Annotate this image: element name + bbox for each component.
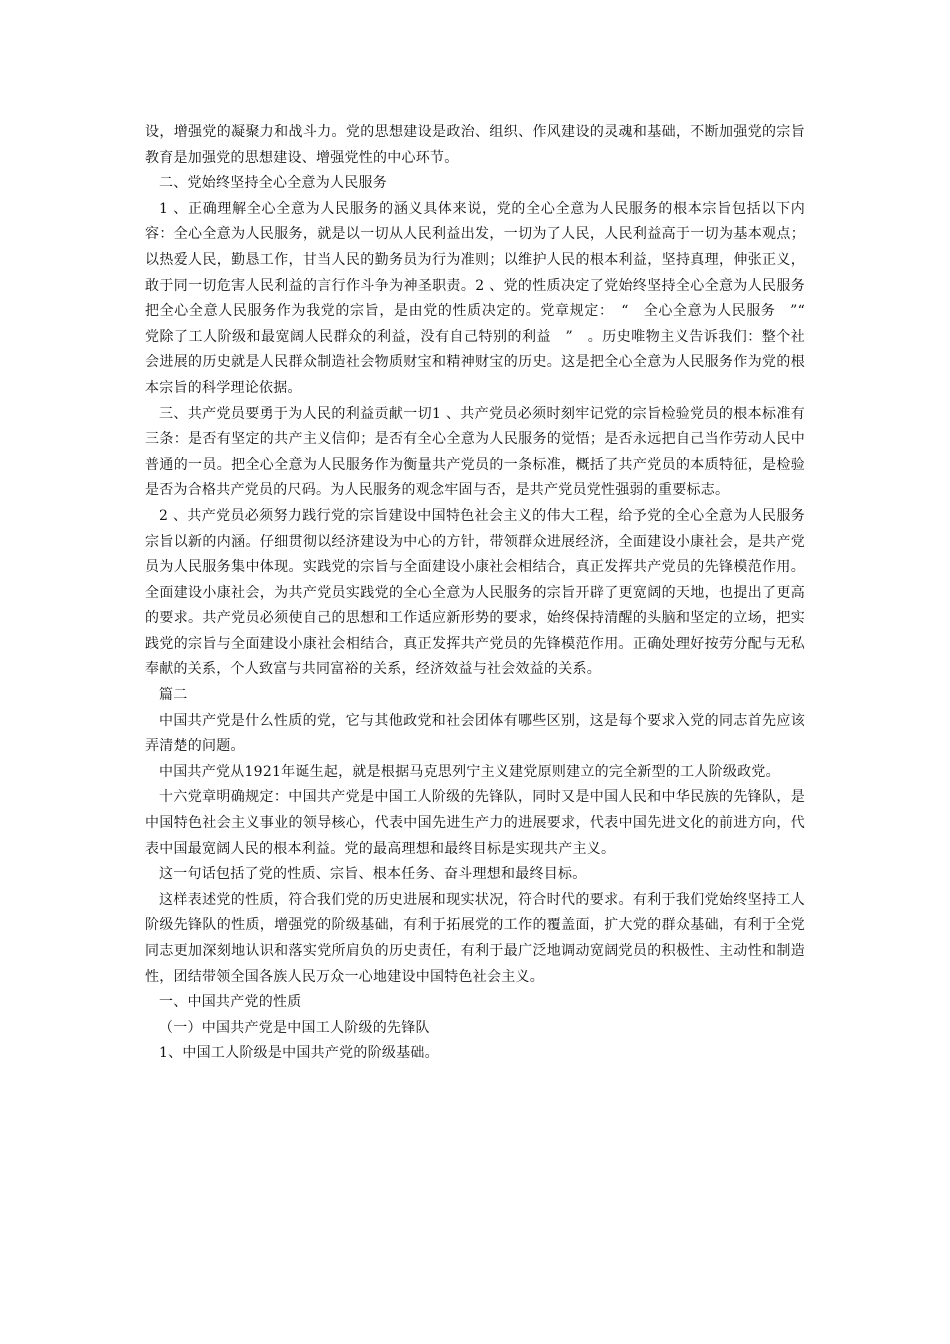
paragraph-constitution: 十六党章明确规定：中国共产党是中国工人阶级的先锋队，同时又是中国人民和中华民族的先锋队，是中国特色社会主义事业的领导核心，代表中国先进生产力的进展要求，代表中国先进文化的前进方向，代表中国最宽阔人民的根本利益。党的最高理想和最终目标是实现共产主义。 — [145, 789, 805, 857]
section-heading-nature: 一、中国共产党的性质 — [159, 994, 302, 1011]
document-page — [145, 120, 820, 1067]
list-item-class-basis: 1、中国工人阶级是中国共产党的阶级基础。 — [159, 1045, 439, 1062]
paragraph-practice-purpose: 2 、共产党员必须努力践行党的宗旨建设中国特色社会主义的伟大工程，给予党的全心全意为人民服务宗旨以新的内涵。仔细贯彻以经济建设为中心的方针，带领群众进展经济，全面建设小康社会，是共产党员为人民服务集中体现。实践党的宗旨与全面建设小康社会相结合，真正发挥共产党员的先锋模范作用。全面建设小康社会，为共产党员实践党的全心全意为人民服务的宗旨开辟了更宽阔的天地，也提出了更高的要求。共产党员必须使自己的思想和工作适应新形势的要求，始终保持清醒的头脑和坚定的立场，把实践党的宗旨与全面建设小康社会相结合，真正发挥共产党员的先锋模范作用。正确处理好按劳分配与无私奉献的关系，个人致富与共同富裕的关系，经济效益与社会效益的关系。 — [145, 507, 805, 678]
paragraph-continuation: 设，增强党的凝聚力和战斗力。党的思想建设是政治、组织、作风建设的灵魂和基础，不断加强党的宗旨教育是加强党的思想建设、增强党性的中心环节。 — [145, 124, 805, 166]
paragraph-party-nature-question: 中国共产党是什么性质的党，它与其他政党和社会团体有哪些区别，这是每个要求入党的同志首先应该弄清楚的问题。 — [145, 712, 805, 755]
subsection-heading-vanguard: （一）中国共产党是中国工人阶级的先锋队 — [159, 1019, 430, 1036]
part-two-heading: 篇二 — [159, 687, 188, 704]
section-heading-3: 三、共产党员要勇于为人民的利益贡献一切1 、共产党员必须时刻牢记党的宗旨检验党员的根本标准有三条：是否有坚定的共产主义信仰；是否有全心全意为人民服务的觉悟；是否永远把自己当作劳动人民中普通的一员。把全心全意为人民服务作为衡量共产党员的一条标准，概括了共产党员的本质特征，是检验是否为合格共产党员的尺码。为人民服务的观念牢固与否，是共产党员党性强弱的重要标志。 — [145, 405, 805, 499]
paragraph-founding: 中国共产党从1921年诞生起，就是根据马克思列宁主义建党原则建立的完全新型的工人阶级政党。 — [159, 763, 780, 780]
paragraph-summary: 这一句话包括了党的性质、宗旨、根本任务、奋斗理想和最终目标。 — [159, 866, 587, 883]
paragraph-serve-people: 1 、正确理解全心全意为人民服务的涵义具体来说，党的全心全意为人民服务的根本宗旨包括以下内容：全心全意为人民服务，就是以一切从人民利益出发，一切为了人民，人民利益高于一切为基本观点；以热爱人民，勤恳工作，甘当人民的勤务员为行为准则；以维护人民的根本利益，坚持真理，伸张正义，敢于同一切危害人民利益的言行作斗争为神圣职责。2 、党的性质决定了党始终坚持全心全意为人民服务把全心全意人民服务作为我党的宗旨，是由党的性质决定的。党章规定： “ 全心全意为人民服务 ”“ 党除了工人阶级和最宽阔人民群众的利益，没有自己特别的利益 ” 。历史唯物主义告诉我们：整个社会进展的历史就是人民群众制造社会物质财宝和精神财宝的历史。这是把全心全意为人民服务作为党的根本宗旨的科学理论依据。 — [145, 200, 820, 396]
section-heading-2: 二、党始终坚持全心全意为人民服务 — [159, 175, 387, 192]
paragraph-significance: 这样表述党的性质，符合我们党的历史进展和现实状况，符合时代的要求。有利于我们党始终坚持工人阶级先锋队的性质，增强党的阶级基础，有利于拓展党的工作的覆盖面，扩大党的群众基础，有利于全党同志更加深刻地认识和落实党所肩负的历史责任，有利于最广泛地调动宽阔党员的积极性、主动性和制造性，团结带领全国各族人民万众一心地建设中国特色社会主义。 — [145, 891, 805, 985]
